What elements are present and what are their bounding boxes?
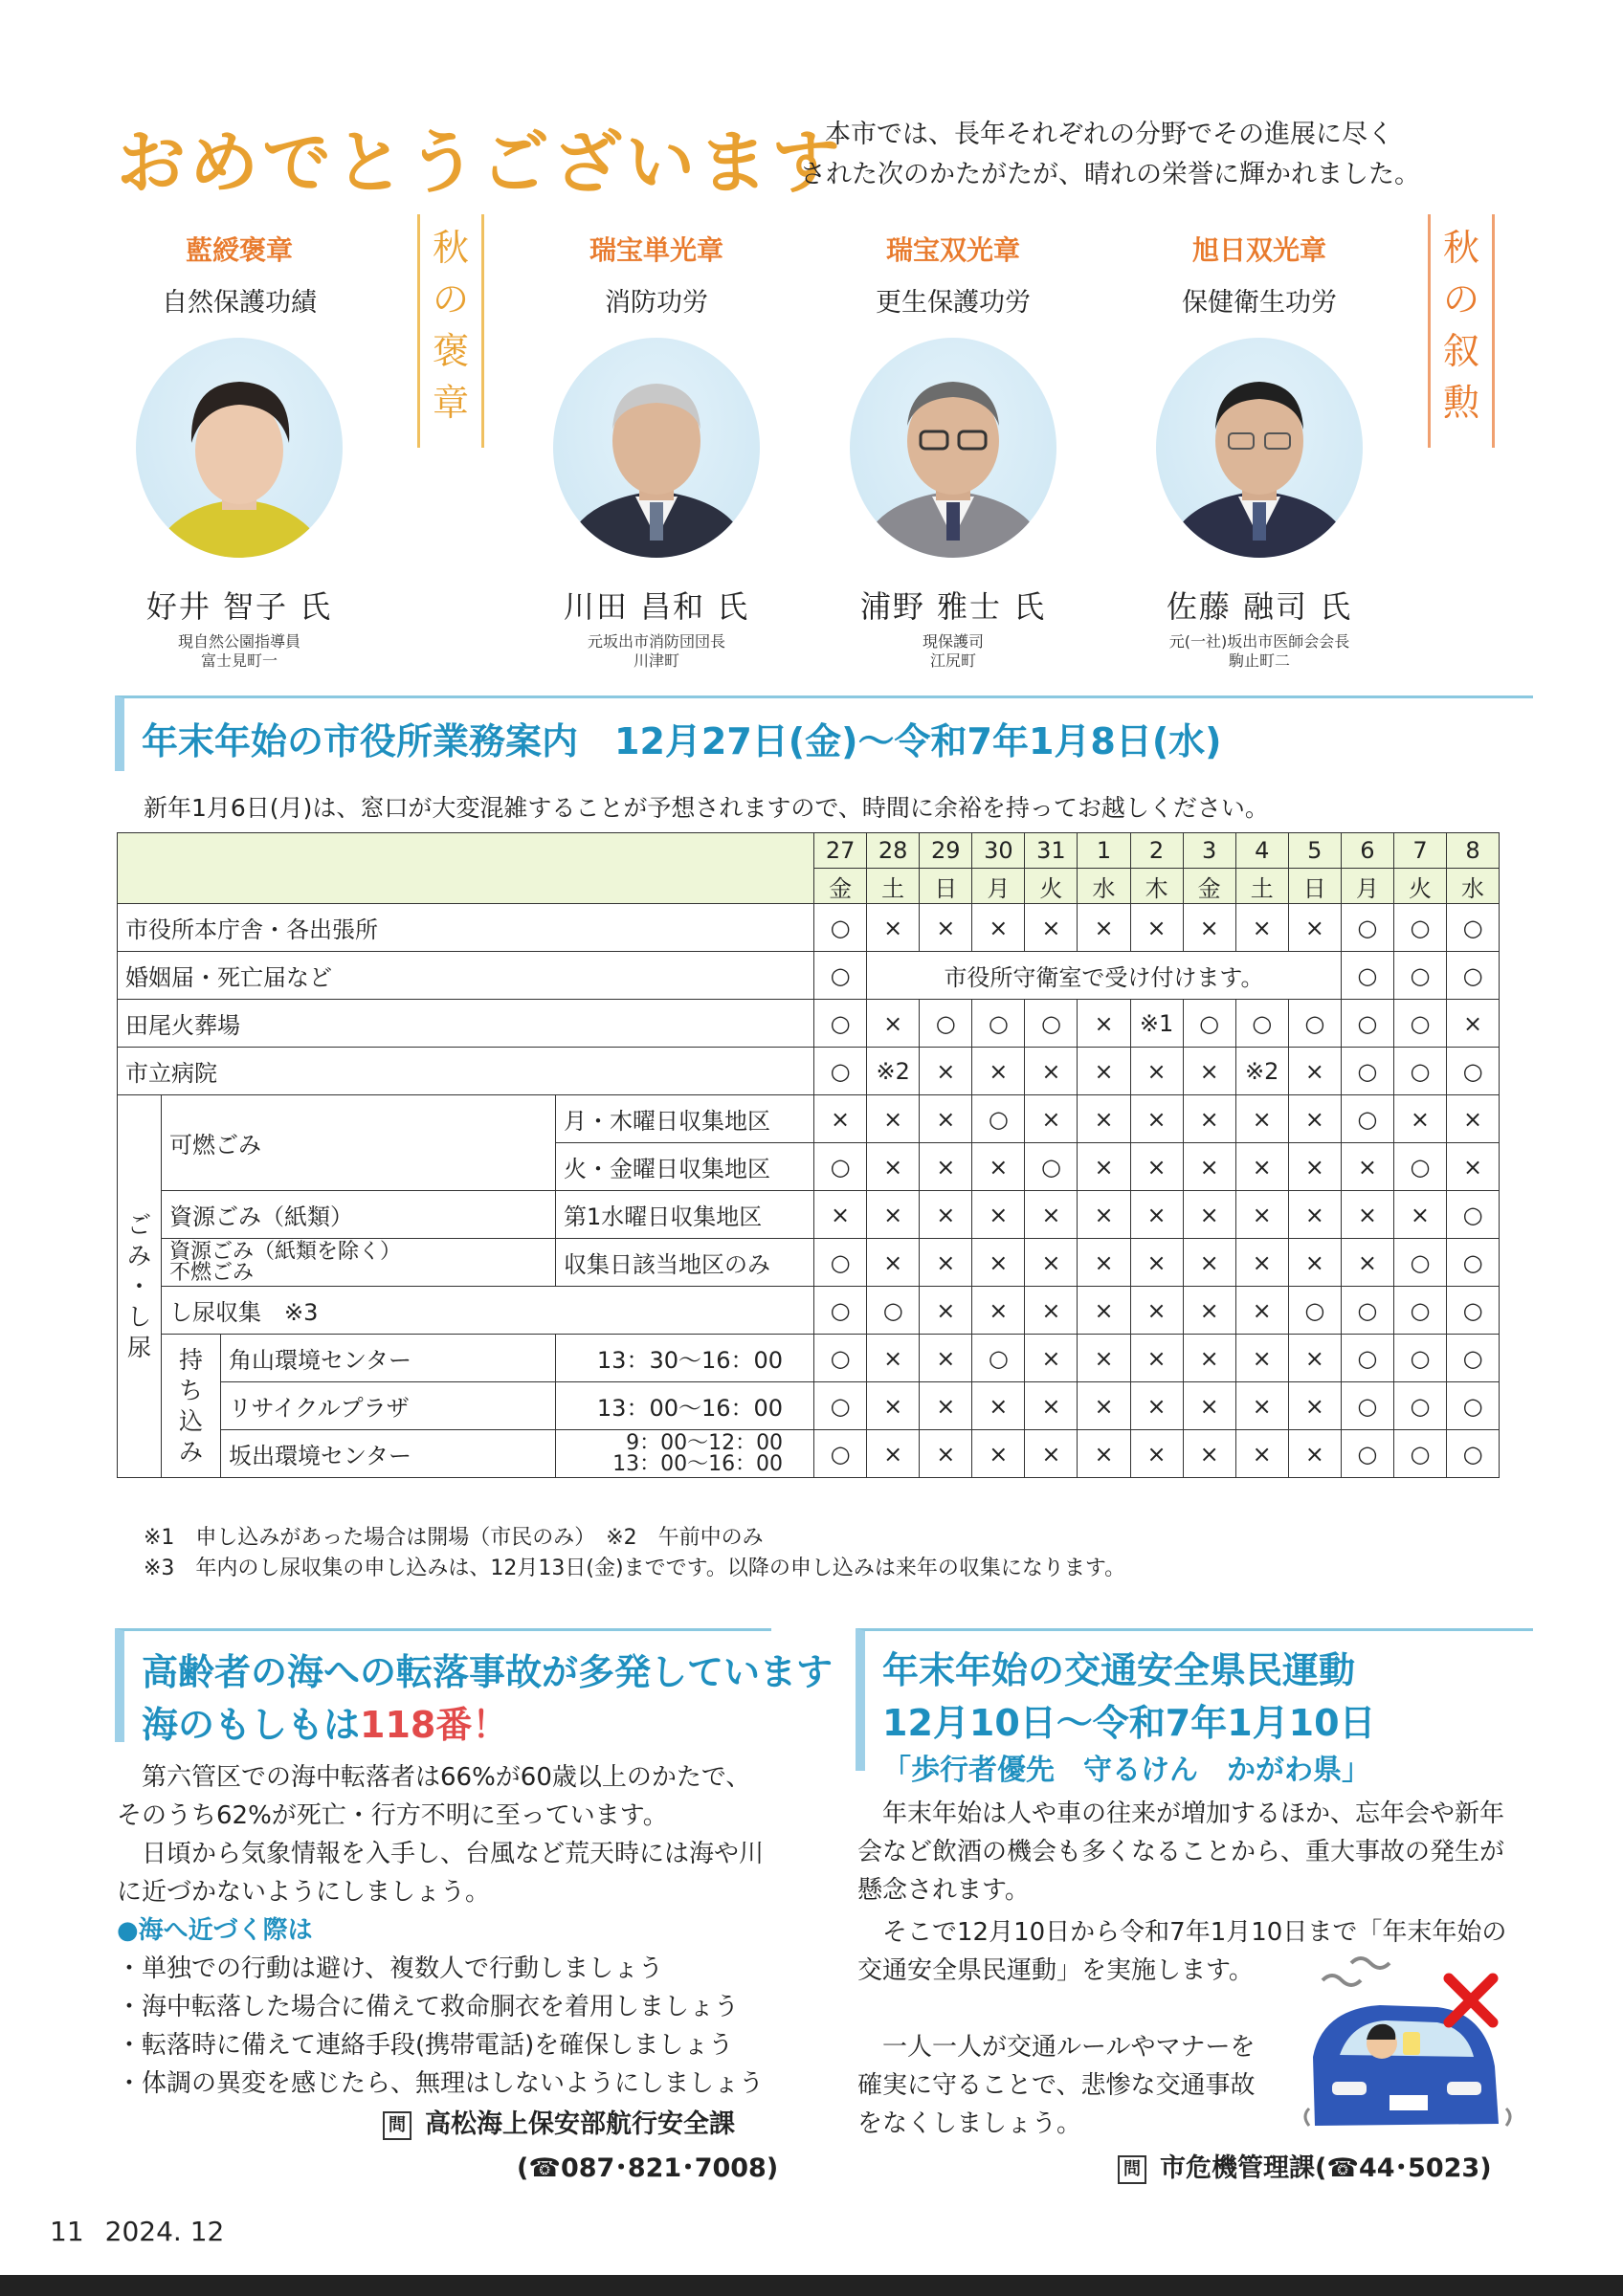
hours-label: 13：00～16：00 — [556, 1382, 814, 1430]
sea-contact-tel: (☎087･821･7008) — [517, 2153, 779, 2183]
status-mark: × — [1078, 1095, 1130, 1143]
status-mark: × — [1235, 1143, 1288, 1191]
status-mark: ○ — [1025, 1000, 1078, 1048]
award-name: 瑞宝単光章 — [589, 234, 723, 266]
status-mark: × — [1183, 1239, 1235, 1287]
status-mark: ○ — [1288, 1287, 1341, 1335]
honoree-card — [829, 230, 1078, 671]
row-label-line: 資源ごみ（紙類を除く） — [169, 1239, 402, 1264]
sea-list-item: ・転落時に備えて連絡手段(携帯電話)を確保しましょう — [117, 2031, 734, 2060]
label-char: 秋 — [432, 227, 469, 269]
area-label: 月・木曜日収集地区 — [556, 1095, 814, 1143]
status-mark: ○ — [972, 1335, 1025, 1382]
status-mark: × — [1341, 1191, 1393, 1239]
status-mark: ○ — [1393, 1430, 1446, 1478]
status-mark: ○ — [1341, 1048, 1393, 1095]
day-header: 8 — [1447, 833, 1500, 869]
status-mark: × — [1130, 1430, 1183, 1478]
day-header: 28 — [867, 833, 920, 869]
carry-in-category: 持 ち 込 み — [162, 1335, 221, 1478]
honoree-card — [1135, 230, 1384, 671]
honoree-address: 川津町 — [633, 651, 679, 670]
status-mark: ○ — [1393, 1000, 1446, 1048]
honoree-card — [115, 230, 364, 671]
row-label: 資源ごみ（紙類） — [162, 1191, 556, 1239]
sea-list-item: ・海中転落した場合に備えて救命胴衣を着用しましょう — [117, 1993, 740, 2021]
day-header: 5 — [1288, 833, 1341, 869]
award-field: 自然保護功績 — [162, 288, 317, 318]
status-mark: × — [1130, 1239, 1183, 1287]
status-mark: × — [1078, 1382, 1130, 1430]
award-name: 藍綬褒章 — [185, 234, 293, 266]
status-mark: × — [920, 1430, 972, 1478]
status-mark: ○ — [814, 1048, 867, 1095]
intro-text-line1: 本市では、長年それぞれの分野でその進展に尽く — [825, 120, 1393, 149]
status-mark: ○ — [1447, 904, 1500, 952]
status-mark: ○ — [1447, 1239, 1500, 1287]
status-mark: × — [867, 1239, 920, 1287]
honoree-name: 佐藤 融司 氏 — [1166, 588, 1353, 625]
day-header: 27 — [814, 833, 867, 869]
status-mark: × — [920, 1382, 972, 1430]
office-section-heading — [115, 695, 1533, 771]
status-mark: ○ — [1447, 1191, 1500, 1239]
day-header: 30 — [972, 833, 1025, 869]
traffic-paragraph-1: 年末年始は人や車の往来が増加するほか、忘年会や新年会など飲酒の機会も多くなることから、重大事故の発生が懸念されます。 — [857, 1799, 1505, 1905]
traffic-section-heading — [856, 1628, 1533, 1787]
status-mark: × — [1288, 1048, 1341, 1095]
label-char: の — [432, 278, 469, 320]
status-mark: × — [1341, 1239, 1393, 1287]
hours-label — [556, 1430, 814, 1478]
status-mark: ○ — [814, 1287, 867, 1335]
day-header: 3 — [1183, 833, 1235, 869]
sea-heading-line2: 海のもしもは — [142, 1704, 361, 1746]
status-mark: × — [1078, 1048, 1130, 1095]
traffic-body-bottom — [857, 2028, 1269, 2143]
status-mark: × — [1235, 1191, 1288, 1239]
day-header: 1 — [1078, 833, 1130, 869]
status-mark: ○ — [1393, 1382, 1446, 1430]
hours-label: 13：30～16：00 — [556, 1335, 814, 1382]
crematorium-row — [118, 1000, 1500, 1048]
award-field: 消防功労 — [605, 288, 708, 318]
footnote-2: ※3 年内のし尿収集の申し込みは、12月13日(金)までです。以降の申し込みは来年の収集になります。 — [144, 1556, 1126, 1580]
status-mark: ○ — [1393, 952, 1446, 1000]
status-mark: ○ — [814, 1143, 867, 1191]
status-mark: × — [920, 1335, 972, 1382]
sea-contact — [383, 2103, 735, 2140]
hours-line: 9：00～12：00 — [626, 1430, 784, 1455]
status-mark: × — [1183, 1382, 1235, 1430]
status-mark: × — [1183, 1095, 1235, 1143]
status-mark: × — [1130, 1143, 1183, 1191]
status-mark: × — [1078, 1287, 1130, 1335]
status-mark: × — [1025, 1191, 1078, 1239]
status-mark: × — [972, 1382, 1025, 1430]
portrait-photo — [850, 338, 1056, 558]
award-name: 旭日双光章 — [1191, 234, 1326, 266]
weekday-header: 火 — [1025, 869, 1078, 904]
row-label: 市役所本庁舎・各出張所 — [118, 904, 814, 952]
status-mark: ※1 — [1130, 1000, 1183, 1048]
status-mark: × — [1447, 1143, 1500, 1191]
award-field: 保健衛生功労 — [1182, 288, 1337, 318]
status-mark: × — [1341, 1143, 1393, 1191]
garbage-category: ご み ・ し 尿 — [118, 1095, 162, 1478]
status-mark: × — [1025, 1430, 1078, 1478]
status-mark: × — [1288, 1239, 1341, 1287]
weekday-header: 土 — [1235, 869, 1288, 904]
sea-subheading: ●海へ近づく際は — [117, 1916, 313, 1945]
status-mark: × — [1130, 1287, 1183, 1335]
status-mark: × — [1393, 1095, 1446, 1143]
status-mark: ○ — [1393, 904, 1446, 952]
status-mark: × — [1447, 1000, 1500, 1048]
status-mark: × — [972, 1143, 1025, 1191]
label-char: の — [1442, 278, 1479, 320]
sea-list-item: ・単独での行動は避け、複数人で行動しましょう — [117, 1954, 663, 1983]
inquiry-icon: 問 — [1118, 2155, 1146, 2184]
facility-label: リサイクルプラザ — [221, 1382, 556, 1430]
status-mark: ○ — [1393, 1287, 1446, 1335]
status-mark: × — [1078, 1430, 1130, 1478]
status-mark: × — [867, 1430, 920, 1478]
status-mark: × — [1183, 904, 1235, 952]
status-mark: × — [1235, 904, 1288, 952]
honoree-card — [532, 230, 781, 671]
status-mark: ○ — [1341, 904, 1393, 952]
honoree-address: 駒止町二 — [1228, 651, 1290, 670]
autumn-decoration-label — [1428, 214, 1495, 448]
award-field: 更生保護功労 — [876, 288, 1031, 318]
status-mark: ○ — [1393, 1335, 1446, 1382]
status-mark: ○ — [972, 1000, 1025, 1048]
status-mark: × — [1288, 1335, 1341, 1382]
traffic-contact-text: 市危機管理課(☎44･5023) — [1160, 2153, 1492, 2183]
status-mark: × — [867, 1191, 920, 1239]
hospital-row — [118, 1048, 1500, 1095]
honoree-address: 富士見町一 — [200, 651, 278, 670]
sea-paragraph-1: 第六管区での海中転落者は66%が60歳以上のかたで、そのうち62%が死亡・行方不明に至っています。 — [117, 1763, 751, 1830]
status-mark: ○ — [972, 1095, 1025, 1143]
row-label: 婚姻届・死亡届など — [118, 952, 814, 1000]
status-mark: × — [920, 1143, 972, 1191]
honoree-role: 元坂出市消防団団長 — [587, 632, 725, 651]
weekday-header: 日 — [920, 869, 972, 904]
status-mark: × — [867, 1095, 920, 1143]
status-mark: × — [1130, 1382, 1183, 1430]
status-mark: × — [972, 1048, 1025, 1095]
intro-text-line2: された次のかたがたが、晴れの栄誉に輝かれました。 — [800, 160, 1420, 189]
traffic-body-top — [857, 1795, 1510, 1910]
status-mark: × — [1235, 1095, 1288, 1143]
hours-line: 13：00～16：00 — [612, 1451, 784, 1476]
status-mark: × — [1288, 1143, 1341, 1191]
honoree-role: 元(一社)坂出市医師会会長 — [1168, 632, 1350, 651]
status-mark: × — [1288, 1382, 1341, 1430]
status-mark: ○ — [1447, 952, 1500, 1000]
status-mark: × — [1183, 1143, 1235, 1191]
status-mark: × — [1078, 904, 1130, 952]
status-mark: × — [1235, 1239, 1288, 1287]
status-mark: × — [867, 1382, 920, 1430]
status-mark: ○ — [1447, 1287, 1500, 1335]
status-mark: × — [1183, 1191, 1235, 1239]
sea-paragraph-2: 日頃から気象情報を入手し、台風など荒天時には海や川に近づかないようにしましょう。 — [117, 1840, 765, 1907]
weekday-header: 水 — [1078, 869, 1130, 904]
area-label: 収集日該当地区のみ — [556, 1239, 814, 1287]
sea-body — [117, 1758, 767, 2103]
weekday-header: 日 — [1288, 869, 1341, 904]
status-mark: × — [972, 1287, 1025, 1335]
status-mark: × — [1235, 1430, 1288, 1478]
status-mark: ○ — [1183, 1000, 1235, 1048]
traffic-paragraph-2: そこで12月10日から令和7年1月10日まで「年末年始の交通安全県民運動」を実施します。 — [857, 1918, 1507, 1985]
day-header: 29 — [920, 833, 972, 869]
portrait-photo — [553, 338, 760, 558]
status-mark: ○ — [920, 1000, 972, 1048]
portrait-photo — [136, 338, 343, 558]
status-mark: × — [1078, 1143, 1130, 1191]
status-mark: ○ — [1341, 1095, 1393, 1143]
status-mark: ○ — [1341, 1287, 1393, 1335]
cross-mark-icon — [1441, 1971, 1501, 2034]
row-label: し尿収集 ※3 — [162, 1287, 814, 1335]
status-mark: × — [1130, 1095, 1183, 1143]
traffic-paragraph-3: 一人一人が交通ルールやマナーを確実に守ることで、悲惨な交通事故をなくしましょう。 — [857, 2033, 1256, 2138]
weekday-header: 水 — [1447, 869, 1500, 904]
status-mark: ○ — [1393, 1048, 1446, 1095]
status-mark: × — [1130, 1048, 1183, 1095]
status-mark: × — [1183, 1430, 1235, 1478]
page-title: おめでとうございます — [117, 122, 845, 203]
status-mark: × — [867, 904, 920, 952]
status-mark: × — [1078, 1191, 1130, 1239]
traffic-contact — [1118, 2147, 1492, 2184]
day-header: 4 — [1235, 833, 1288, 869]
status-mark: × — [1025, 1382, 1078, 1430]
status-mark: × — [920, 1048, 972, 1095]
status-mark: × — [920, 1095, 972, 1143]
inquiry-icon: 問 — [383, 2111, 411, 2140]
footnote-1: ※1 申し込みがあった場合は開場（市民のみ） ※2 午前中のみ — [144, 1526, 764, 1550]
status-mark: ○ — [814, 1239, 867, 1287]
status-mark: × — [1130, 904, 1183, 952]
status-mark: × — [920, 904, 972, 952]
weekday-header: 金 — [814, 869, 867, 904]
status-mark: ○ — [1447, 1048, 1500, 1095]
area-label: 第1水曜日収集地区 — [556, 1191, 814, 1239]
office-heading-text: 年末年始の市役所業務案内 12月27日(金)～令和7年1月8日(水) — [142, 720, 1222, 762]
status-mark: × — [1025, 904, 1078, 952]
page-footer — [50, 2216, 224, 2247]
status-mark: ○ — [1393, 1239, 1446, 1287]
status-mark: × — [867, 1143, 920, 1191]
status-mark: × — [1025, 1048, 1078, 1095]
status-mark: ○ — [814, 1335, 867, 1382]
header-blank — [118, 833, 814, 904]
row-label-line: 不燃ごみ — [169, 1260, 255, 1285]
page-number: 11 — [50, 2216, 84, 2247]
status-mark: × — [867, 1335, 920, 1382]
status-mark: × — [920, 1191, 972, 1239]
honcho-row — [118, 904, 1500, 952]
status-mark: × — [1183, 1335, 1235, 1382]
status-mark: ○ — [1341, 952, 1393, 1000]
status-mark: × — [972, 1239, 1025, 1287]
row-label: 田尾火葬場 — [118, 1000, 814, 1048]
status-mark: × — [1078, 1239, 1130, 1287]
label-char: 章 — [432, 382, 469, 424]
status-mark: ○ — [1341, 1382, 1393, 1430]
status-mark: × — [1183, 1287, 1235, 1335]
status-mark: ○ — [814, 1430, 867, 1478]
status-mark: ○ — [814, 1000, 867, 1048]
status-mark: × — [972, 1191, 1025, 1239]
honoree-role: 現保護司 — [922, 632, 984, 651]
label-char: 秋 — [1442, 227, 1479, 269]
weekday-header: 土 — [867, 869, 920, 904]
status-mark: ○ — [814, 952, 867, 1000]
weekday-header: 木 — [1130, 869, 1183, 904]
status-mark: × — [1288, 904, 1341, 952]
status-mark: ○ — [1341, 1335, 1393, 1382]
traffic-slogan: 「歩行者優先 守るけん かがわ県」 — [882, 1754, 1370, 1787]
status-mark: × — [1447, 1095, 1500, 1143]
status-mark: ○ — [1288, 1000, 1341, 1048]
bottom-bar — [0, 2275, 1623, 2296]
status-mark: ○ — [814, 1382, 867, 1430]
status-mark: ○ — [814, 904, 867, 952]
office-note: 新年1月6日(月)は、窓口が大変混雑することが予想されますので、時間に余裕を持ってお越しください。 — [144, 794, 1269, 822]
status-mark: × — [1235, 1287, 1288, 1335]
row-label: 市立病院 — [118, 1048, 814, 1095]
guard-room-notice: 市役所守衛室で受け付けます。 — [867, 952, 1342, 1000]
weekday-header: 金 — [1183, 869, 1235, 904]
honoree-name: 浦野 雅士 氏 — [859, 588, 1047, 625]
status-mark: ○ — [1341, 1000, 1393, 1048]
status-mark: × — [920, 1239, 972, 1287]
facility-label: 角山環境センター — [221, 1335, 556, 1382]
status-mark: × — [972, 904, 1025, 952]
facility-label: 坂出環境センター — [221, 1430, 556, 1478]
status-mark: ※2 — [1235, 1048, 1288, 1095]
sea-heading-line1: 高齢者の海への転落事故が多発しています — [142, 1651, 834, 1693]
status-mark: × — [1025, 1239, 1078, 1287]
status-mark: × — [1078, 1000, 1130, 1048]
status-mark: × — [1235, 1335, 1288, 1382]
status-mark: × — [814, 1095, 867, 1143]
status-mark: × — [867, 1000, 920, 1048]
status-mark: × — [972, 1430, 1025, 1478]
sea-list-item: ・体調の異変を感じたら、無理はしないようにしましょう — [117, 2069, 765, 2098]
autumn-medal-label — [417, 214, 484, 448]
status-mark: × — [1235, 1382, 1288, 1430]
award-name: 瑞宝双光章 — [885, 234, 1020, 266]
area-label: 火・金曜日収集地区 — [556, 1143, 814, 1191]
day-header: 2 — [1130, 833, 1183, 869]
registration-row — [118, 952, 1500, 1000]
row-label — [162, 1239, 556, 1287]
status-mark: ※2 — [867, 1048, 920, 1095]
status-mark: × — [1130, 1191, 1183, 1239]
emergency-number: 118番！ — [360, 1704, 509, 1746]
status-mark: × — [1393, 1191, 1446, 1239]
status-mark: × — [920, 1287, 972, 1335]
status-mark: × — [1130, 1335, 1183, 1382]
honoree-address: 江尻町 — [929, 651, 976, 670]
status-mark: × — [1025, 1095, 1078, 1143]
day-header: 7 — [1393, 833, 1446, 869]
status-mark: × — [1288, 1430, 1341, 1478]
traffic-heading-line1: 年末年始の交通安全県民運動 — [882, 1649, 1356, 1691]
status-mark: ○ — [1447, 1430, 1500, 1478]
portrait-photo — [1156, 338, 1363, 558]
status-mark: ○ — [1235, 1000, 1288, 1048]
status-mark: ○ — [1025, 1143, 1078, 1191]
issue-date: 2024. 12 — [104, 2216, 225, 2247]
status-mark: ○ — [1393, 1143, 1446, 1191]
status-mark: × — [1025, 1287, 1078, 1335]
honoree-name: 川田 昌和 氏 — [563, 588, 750, 625]
status-mark: × — [814, 1191, 867, 1239]
status-mark: × — [1078, 1335, 1130, 1382]
sea-contact-name: 高松海上保安部航行安全課 — [425, 2109, 735, 2139]
schedule-table — [117, 832, 1500, 1478]
status-mark: × — [1288, 1191, 1341, 1239]
status-mark: ○ — [1447, 1335, 1500, 1382]
status-mark: × — [1025, 1335, 1078, 1382]
status-mark: ○ — [1341, 1430, 1393, 1478]
status-mark: × — [1183, 1048, 1235, 1095]
row-label: 可燃ごみ — [162, 1095, 556, 1191]
weekday-header: 月 — [972, 869, 1025, 904]
status-mark: ○ — [1447, 1382, 1500, 1430]
honoree-name: 好井 智子 氏 — [145, 588, 333, 625]
label-char: 勲 — [1442, 382, 1479, 424]
label-char: 褒 — [432, 330, 469, 372]
day-header: 6 — [1341, 833, 1393, 869]
sea-section-heading — [115, 1628, 834, 1746]
label-char: 叙 — [1442, 330, 1479, 372]
weekday-header: 火 — [1393, 869, 1446, 904]
weekday-header: 月 — [1341, 869, 1393, 904]
status-mark: ○ — [867, 1287, 920, 1335]
status-mark: × — [1288, 1095, 1341, 1143]
day-header: 31 — [1025, 833, 1078, 869]
traffic-heading-line2: 12月10日～令和7年1月10日 — [882, 1702, 1376, 1744]
honoree-role: 現自然公園指導員 — [177, 632, 300, 651]
